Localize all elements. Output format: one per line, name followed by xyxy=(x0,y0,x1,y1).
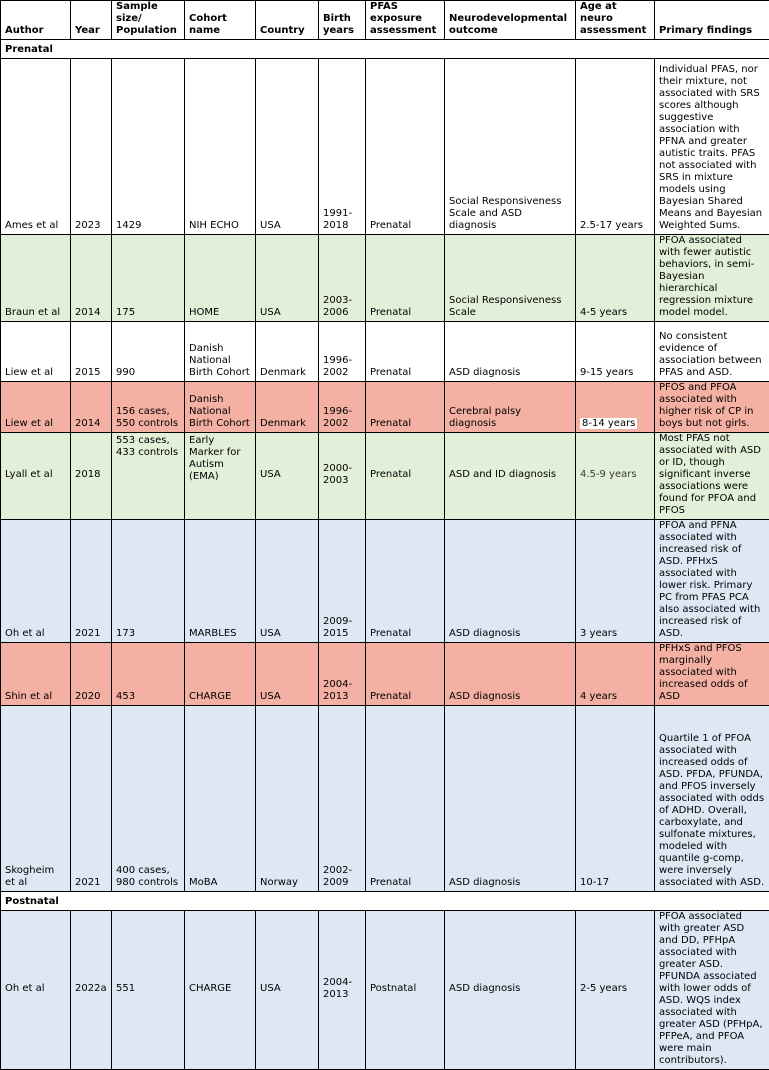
cell-age: 4 years xyxy=(576,643,655,706)
cell-year: 2023 xyxy=(71,59,112,235)
header-exposure: PFAS exposure assessment xyxy=(366,1,445,40)
cell-findings: PFOS and PFOA associated with higher risk of CP in boys but not girls. xyxy=(655,382,769,433)
cell-author: Braun et al xyxy=(1,235,71,322)
header-age: Age at neuro assessment xyxy=(576,1,655,40)
table-row xyxy=(1,520,769,643)
cell-exposure: Prenatal xyxy=(366,520,445,643)
cell-author: Liew et al xyxy=(1,382,71,433)
cell-sample: 453 xyxy=(112,643,185,706)
cell-birth-years: 1996-2002 xyxy=(319,322,366,382)
cell-author: Liew et al xyxy=(1,322,71,382)
cell-findings: PFOA and PFNA associated with increased risk of ASD. PFHxS associated with lower risk. Primary PC from PFAS PCA also associated with increased risk of ASD. xyxy=(655,520,769,643)
table-row xyxy=(1,322,769,382)
cell-exposure: Prenatal xyxy=(366,382,445,433)
cell-sample: 400 cases, 980 controls xyxy=(112,706,185,892)
cell-birth-years: 2000-2003 xyxy=(319,433,366,520)
cell-cohort: Early Marker for Autism (EMA) xyxy=(185,433,256,520)
cell-age: 9-15 years xyxy=(576,322,655,382)
cell-age: 4-5 years xyxy=(576,235,655,322)
cell-age-highlight: 8-14 years xyxy=(580,418,637,429)
cell-year: 2014 xyxy=(71,382,112,433)
cell-country: Denmark xyxy=(256,322,319,382)
cell-year: 2022a xyxy=(71,911,112,1070)
cell-cohort: Danish National Birth Cohort xyxy=(185,322,256,382)
cell-cohort: NIH ECHO xyxy=(185,59,256,235)
cell-year: 2020 xyxy=(71,643,112,706)
cell-exposure: Prenatal xyxy=(366,59,445,235)
cell-exposure: Postnatal xyxy=(366,911,445,1070)
cell-country: USA xyxy=(256,911,319,1070)
cell-exposure: Prenatal xyxy=(366,322,445,382)
cell-findings: Quartile 1 of PFOA associated with increased odds of ASD. PFDA, PFUNDA, and PFOS inversely associated with odds of ADHD. Overall, carboxylate, and sulfonate mixtures, modeled with quantile g-comp, were inversely associated with ASD. xyxy=(655,706,769,892)
header-row xyxy=(1,1,769,40)
cell-country: USA xyxy=(256,433,319,520)
table-row xyxy=(1,235,769,322)
cell-outcome: ASD diagnosis xyxy=(445,911,576,1070)
cell-exposure: Prenatal xyxy=(366,643,445,706)
cell-author: Shin et al xyxy=(1,643,71,706)
cell-country: USA xyxy=(256,643,319,706)
cell-sample: 1429 xyxy=(112,59,185,235)
cell-cohort: CHARGE xyxy=(185,911,256,1070)
cell-country: Denmark xyxy=(256,382,319,433)
header-birth-years: Birth years xyxy=(319,1,366,40)
section-row-postnatal xyxy=(1,892,769,911)
cell-outcome: Social Responsiveness Scale xyxy=(445,235,576,322)
cell-birth-years: 1991-2018 xyxy=(319,59,366,235)
cell-outcome: ASD and ID diagnosis xyxy=(445,433,576,520)
cell-birth-years: 2004-2013 xyxy=(319,643,366,706)
cell-birth-years: 2003-2006 xyxy=(319,235,366,322)
cell-year: 2014 xyxy=(71,235,112,322)
cell-author: Oh et al xyxy=(1,911,71,1070)
cell-exposure: Prenatal xyxy=(366,235,445,322)
cell-findings: Individual PFAS, nor their mixture, not associated with SRS scores although suggestive association with PFNA and greater autistic traits. PFAS not associated with SRS in mixture models using Bayesian Shared Means and Bayesian Weighted Sums. xyxy=(655,59,769,235)
cell-cohort: MoBA xyxy=(185,706,256,892)
cell-birth-years: 2009-2015 xyxy=(319,520,366,643)
header-author: Author xyxy=(1,1,71,40)
cell-sample: 990 xyxy=(112,322,185,382)
cell-sample: 156 cases, 550 controls xyxy=(112,382,185,433)
cell-age: 2-5 years xyxy=(576,911,655,1070)
header-outcome: Neurodevelopmental outcome xyxy=(445,1,576,40)
cell-outcome: ASD diagnosis xyxy=(445,322,576,382)
cell-findings: No consistent evidence of association between PFAS and ASD. xyxy=(655,322,769,382)
cell-age: 4.5-9 years xyxy=(576,433,655,520)
cell-exposure: Prenatal xyxy=(366,706,445,892)
cell-author: Skogheim et al xyxy=(1,706,71,892)
section-row-prenatal xyxy=(1,40,769,59)
header-country: Country xyxy=(256,1,319,40)
cell-outcome: ASD diagnosis xyxy=(445,643,576,706)
header-year: Year xyxy=(71,1,112,40)
cell-author: Ames et al xyxy=(1,59,71,235)
cell-outcome: ASD diagnosis xyxy=(445,706,576,892)
cell-cohort: HOME xyxy=(185,235,256,322)
cell-findings: PFOA associated with fewer autistic behaviors, in semi-Bayesian hierarchical regression mixture model model. xyxy=(655,235,769,322)
cell-outcome: Social Responsiveness Scale and ASD diagnosis xyxy=(445,59,576,235)
cell-sample: 173 xyxy=(112,520,185,643)
cell-exposure: Prenatal xyxy=(366,433,445,520)
table-row xyxy=(1,911,769,1070)
cell-outcome: ASD diagnosis xyxy=(445,520,576,643)
cell-age: 10-17 xyxy=(576,706,655,892)
cell-birth-years: 2002-2009 xyxy=(319,706,366,892)
cell-age: 3 years xyxy=(576,520,655,643)
cell-outcome: Cerebral palsy diagnosis xyxy=(445,382,576,433)
header-cohort: Cohort name xyxy=(185,1,256,40)
cell-year: 2021 xyxy=(71,706,112,892)
cell-cohort: Danish National Birth Cohort xyxy=(185,382,256,433)
table-row xyxy=(1,433,769,520)
header-sample: Sample size/ Population xyxy=(112,1,185,40)
cell-birth-years: 1996-2002 xyxy=(319,382,366,433)
cell-birth-years: 2004-2013 xyxy=(319,911,366,1070)
cell-age xyxy=(576,382,655,433)
table-row xyxy=(1,59,769,235)
cell-year: 2021 xyxy=(71,520,112,643)
cell-sample: 553 cases, 433 controls xyxy=(112,433,185,520)
cell-year: 2015 xyxy=(71,322,112,382)
cell-sample: 551 xyxy=(112,911,185,1070)
cell-country: USA xyxy=(256,59,319,235)
cell-year: 2018 xyxy=(71,433,112,520)
section-label-prenatal: Prenatal xyxy=(1,40,769,59)
table-row xyxy=(1,643,769,706)
section-label-postnatal: Postnatal xyxy=(1,892,769,911)
cell-author: Oh et al xyxy=(1,520,71,643)
table-row xyxy=(1,706,769,892)
cell-findings: PFOA associated with greater ASD and DD, PFHpA associated with greater ASD. PFUNDA associated with lower odds of ASD. WQS index associated with greater ASD (PFHpA, PFPeA, and PFOA were main contributors). xyxy=(655,911,769,1070)
cell-cohort: MARBLES xyxy=(185,520,256,643)
cell-cohort: CHARGE xyxy=(185,643,256,706)
table-row xyxy=(1,382,769,433)
cell-country: USA xyxy=(256,520,319,643)
cell-findings: Most PFAS not associated with ASD or ID, though significant inverse associations were found for PFOA and PFOS xyxy=(655,433,769,520)
header-findings: Primary findings xyxy=(655,1,769,40)
cell-country: Norway xyxy=(256,706,319,892)
cell-author: Lyall et al xyxy=(1,433,71,520)
cell-sample: 175 xyxy=(112,235,185,322)
cell-age: 2.5-17 years xyxy=(576,59,655,235)
cell-country: USA xyxy=(256,235,319,322)
cell-findings: PFHxS and PFOS marginally associated with increased odds of ASD xyxy=(655,643,769,706)
